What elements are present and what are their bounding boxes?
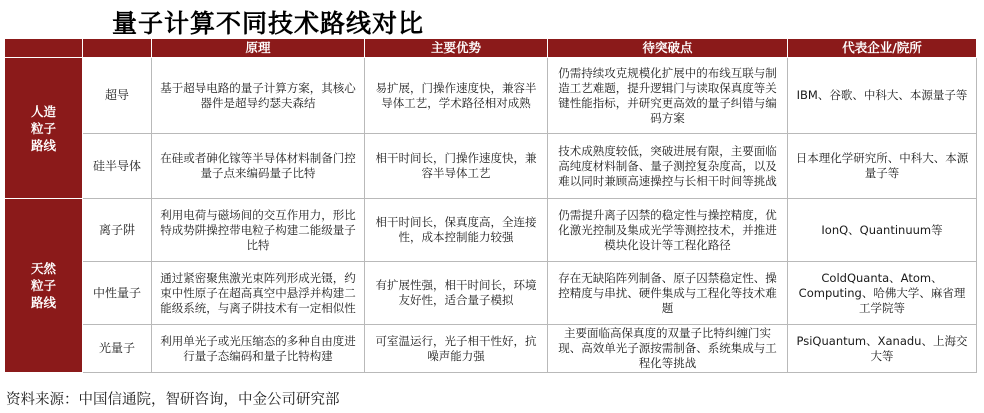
page-title: 量子计算不同技术路线对比 [112, 9, 425, 38]
tech-name: 超导 [83, 58, 152, 134]
header-principle: 原理 [152, 39, 365, 58]
principle-cell: 利用电荷与磁场间的交互作用力，形比特成势阱操控带电粒子构建二能级量子比特 [152, 199, 365, 262]
group-label-natural [5, 199, 83, 373]
header-cell [5, 39, 83, 58]
advantage-cell: 有扩展性强，相干时间长，环境友好性，适合量子模拟 [365, 262, 548, 325]
tech-name: 光量子 [83, 325, 152, 373]
source-note: 资料来源：中国信通院，智研咨询，中金公司研究部 [6, 392, 340, 408]
group-label-line: 路线 [30, 295, 56, 310]
advantage-cell: 相干时间长，门操作速度快，兼容半导体工艺 [365, 134, 548, 199]
principle-cell: 利用单光子或光压缩态的多种自由度进行量子态编码和量子比特构建 [152, 325, 365, 373]
header-advantage: 主要优势 [365, 39, 548, 58]
challenge-cell: 存在无缺陷阵列制备、原子囚禁稳定性、操控精度与串扰、硬件集成与工程化等技术难题 [548, 262, 788, 325]
principle-cell: 在硅或者砷化镓等半导体材料制备门控量子点来编码量子比特 [152, 134, 365, 199]
table-row [5, 325, 977, 373]
tech-name: 硅半导体 [83, 134, 152, 199]
group-label-line: 天然 [30, 261, 56, 276]
advantage-cell: 易扩展，门操作速度快，兼容半导体工艺，学术路径相对成熟 [365, 58, 548, 134]
header-cell [83, 39, 152, 58]
orgs-cell: IBM、谷歌、中科大、本源量子等 [788, 58, 977, 134]
principle-cell: 通过紧密聚焦激光束阵列形成光镊，约束中性原子在超高真空中悬浮并构建二能级系统，与离子阱技术有一定相似性 [152, 262, 365, 325]
table-row [5, 262, 977, 325]
group-label-artificial [5, 58, 83, 199]
header-challenge: 待突破点 [548, 39, 788, 58]
group-label-line: 粒子 [30, 278, 56, 293]
advantage-cell: 相干时间长，保真度高，全连接性，成本控制能力较强 [365, 199, 548, 262]
table-row [5, 199, 977, 262]
challenge-cell: 仍需持续攻克规模化扩展中的布线互联与制造工艺难题，提升逻辑门与读取保真度等关键性能指标，并研究更高效的量子纠错与编码方案 [548, 58, 788, 134]
orgs-cell: IonQ、Quantinuum等 [788, 199, 977, 262]
header-orgs: 代表企业/院所 [788, 39, 977, 58]
group-label-line: 人造 [30, 103, 56, 119]
table-header-row [5, 39, 977, 58]
advantage-cell: 可室温运行，光子相干性好，抗噪声能力强 [365, 325, 548, 373]
challenge-cell: 仍需提升离子囚禁的稳定性与操控精度，优化激光控制及集成光学等测控技术，并推进模块化设计等工程化路径 [548, 199, 788, 262]
table-row [5, 58, 977, 134]
principle-cell: 基于超导电路的量子计算方案，其核心器件是超导约瑟夫森结 [152, 58, 365, 134]
tech-name: 中性量子 [83, 262, 152, 325]
table-row [5, 134, 977, 199]
group-label-line: 粒子 [30, 120, 56, 136]
challenge-cell: 技术成熟度较低，突破进展有限，主要面临高纯度材料制备、量子测控复杂度高，以及难以同时兼顾高速操控与长相干时间等挑战 [548, 134, 788, 199]
group-label-line: 路线 [30, 137, 56, 153]
challenge-cell: 主要面临高保真度的双量子比特纠缠门实现、高效单光子源按需制备、系统集成与工程化等挑战 [548, 325, 788, 373]
comparison-table [4, 38, 977, 373]
orgs-cell: 日本理化学研究所、中科大、本源量子等 [788, 134, 977, 199]
orgs-cell: ColdQuanta、Atom、Computing、哈佛大学、麻省理工学院等 [788, 262, 977, 325]
tech-name: 离子阱 [83, 199, 152, 262]
orgs-cell: PsiQuantum、Xanadu、上海交大等 [788, 325, 977, 373]
